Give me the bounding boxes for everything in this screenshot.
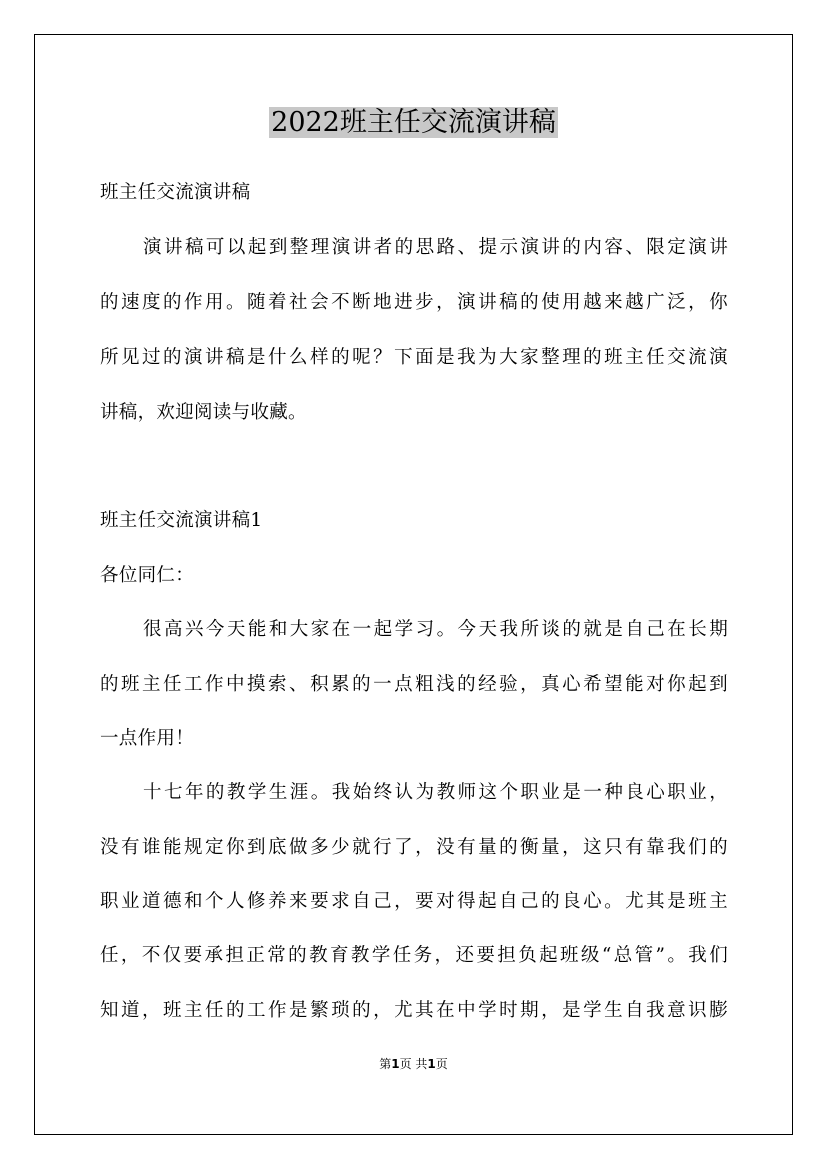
paragraph-line: 一点作用！ <box>100 728 195 749</box>
paragraph-line: 的班主任工作中摸索、积累的一点粗浅的经验，真心希望能对你起到 <box>100 674 728 695</box>
document-title-text: 2022班主任交流演讲稿 <box>271 107 556 138</box>
paragraph-line: 演讲稿可以起到整理演讲者的思路、提示演讲的内容、限定演讲 <box>143 237 728 258</box>
page-footer <box>0 1056 827 1072</box>
subtitle-line: 班主任交流演讲稿 <box>100 182 251 203</box>
footer-prefix: 第 <box>379 1057 392 1071</box>
footer-page-current: 1 <box>391 1057 400 1071</box>
footer-mid: 页 共 <box>399 1057 428 1071</box>
paragraph-line: 没有谁能规定你到底做多少就行了，没有量的衡量，这只有靠我们的 <box>100 837 728 858</box>
paragraph-line: 任，不仅要承担正常的教育教学任务，还要担负起班级“总管”。我们 <box>100 945 728 966</box>
paragraph-line: 很高兴今天能和大家在一起学习。今天我所谈的就是自己在长期 <box>143 619 728 640</box>
footer-suffix: 页 <box>435 1057 448 1071</box>
section-heading: 班主任交流演讲稿1 <box>100 510 263 531</box>
paragraph-line: 讲稿，欢迎阅读与收藏。 <box>100 402 307 423</box>
document-title <box>0 102 827 144</box>
paragraph-line: 知道，班主任的工作是繁琐的，尤其在中学时期，是学生自我意识膨 <box>100 1000 728 1021</box>
paragraph-line: 的速度的作用。随着社会不断地进步，演讲稿的使用越来越广泛，你 <box>100 292 728 313</box>
paragraph-line: 所见过的演讲稿是什么样的呢？下面是我为大家整理的班主任交流演 <box>100 347 728 368</box>
paragraph-line: 十七年的教学生涯。我始终认为教师这个职业是一种良心职业， <box>143 782 728 803</box>
salutation: 各位同仁： <box>100 565 195 586</box>
footer-page-total: 1 <box>427 1057 436 1071</box>
paragraph-line: 职业道德和个人修养来要求自己，要对得起自己的良心。尤其是班主 <box>100 891 728 912</box>
